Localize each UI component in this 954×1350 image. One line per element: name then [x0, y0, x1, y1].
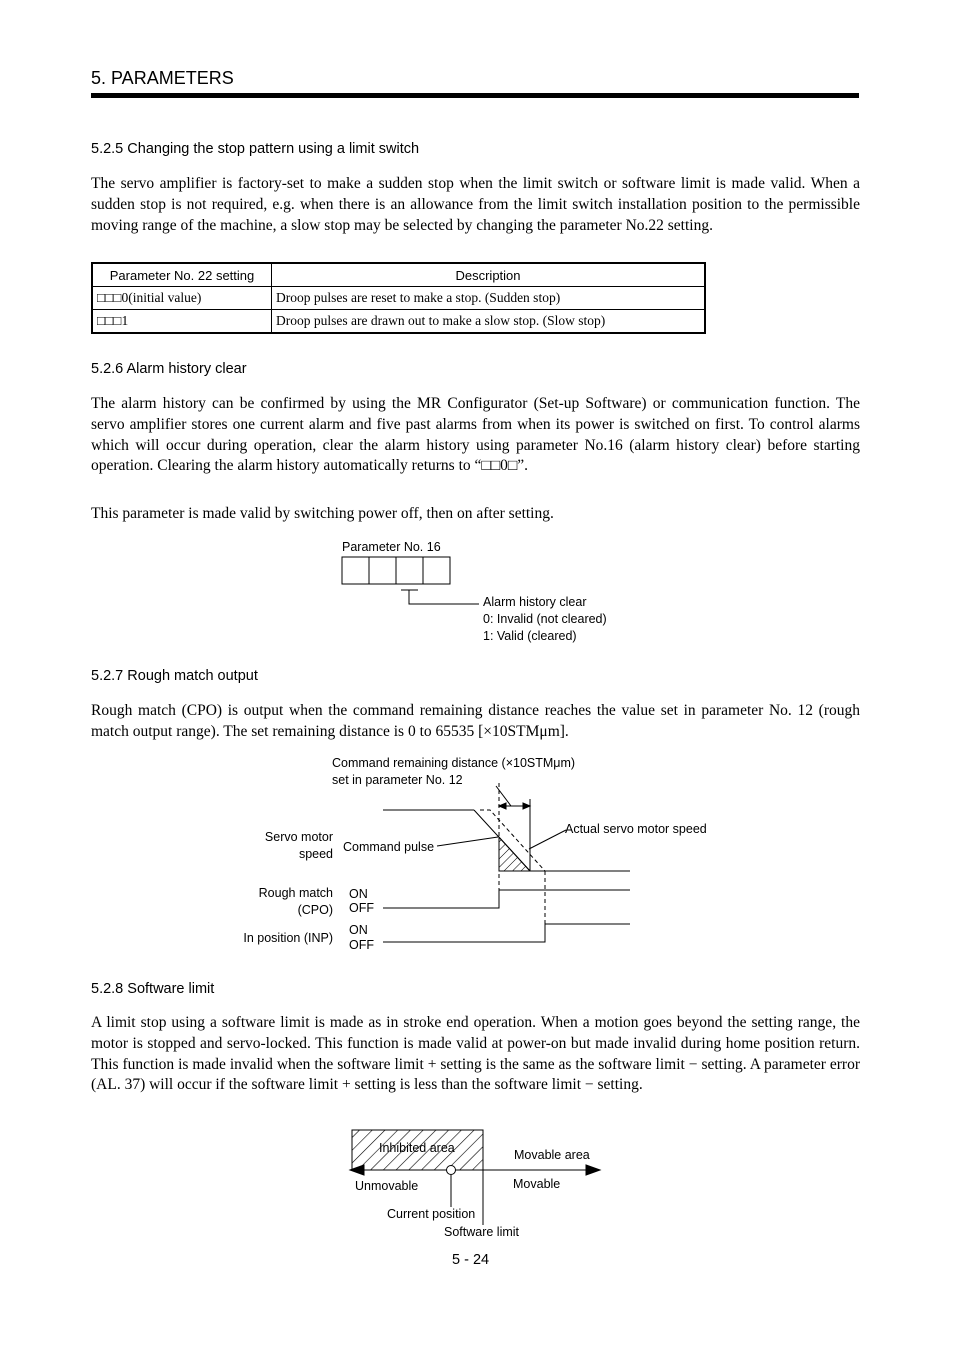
- cpo-off-label: OFF: [349, 901, 374, 915]
- page-number: 5 - 24: [452, 1252, 490, 1268]
- section-heading-rough-match: 5.2.7 Rough match output: [91, 668, 258, 684]
- unmovable-label: Unmovable: [355, 1179, 419, 1193]
- alarm-clear-leader: [401, 590, 479, 604]
- software-limit-body: A limit stop using a software limit is made as in stroke end operation. When a motion goes beyond the setting range, the motor is stopped and servo-locked. This function is made valid at power-on but made invalid during home position return. This function is made invalid when the software limit + setting is the same as the software limit − setting. A parameter error (AL. 37) will occur if the software limit + setting is less than the software limit − setting.: [91, 1014, 860, 1094]
- section-heading-alarm-history: 5.2.6 Alarm history clear: [91, 361, 247, 377]
- inp-on-label: ON: [349, 923, 368, 937]
- alarm-history-body: The alarm history can be confirmed by using the MR Configurator (Set-up Software) or communication function. The servo amplifier stores one current alarm and five past alarms from when its power is switched on first. To control alarms which will occur during operation, clear the alarm history using parameter No.16 (alarm history clear) before starting operation. Clearing the alarm history automatically returns to “□□0□”.: [91, 395, 860, 475]
- alarm-clear-line-2: 0: Invalid (not cleared): [483, 612, 607, 626]
- in-position-label: In position (INP): [243, 931, 333, 945]
- cpo-on-label: ON: [349, 887, 368, 901]
- table-header-description: Description: [272, 263, 706, 287]
- command-pulse-label: Command pulse: [343, 840, 435, 854]
- inp-off-label: OFF: [349, 938, 374, 952]
- alarm-clear-line-3: 1: Valid (cleared): [483, 629, 577, 643]
- section-heading-stop-pattern: 5.2.5 Changing the stop pattern using a limit switch: [91, 141, 420, 157]
- stop-pattern-body: The servo amplifier is factory-set to make a sudden stop when the limit switch or software limit is made valid. When a sudden stop is not required, e.g. when there is an allowance from the limit switch installation position to the permissible moving range of the machine, a slow stop may be selected by changing the parameter No.22 setting.: [91, 175, 860, 234]
- rough-match-timing-chart: [383, 783, 630, 942]
- software-limit-label: Software limit: [444, 1225, 520, 1239]
- rough-match-body: Rough match (CPO) is output when the command remaining distance reaches the value set in parameter No. 12 (rough match output range). The set remaining distance is 0 to 65535 [×10STMμm].: [91, 702, 860, 740]
- table-cell-setting: □□□0(initial value): [92, 287, 272, 310]
- rough-match-label-2: (CPO): [297, 903, 333, 917]
- current-position-label: Current position: [387, 1207, 476, 1221]
- movable-label: Movable: [513, 1177, 561, 1191]
- param-16-digit-boxes: [342, 557, 450, 584]
- servo-motor-label-1: Servo motor: [264, 830, 333, 844]
- table-cell-setting: □□□1: [92, 310, 272, 334]
- param-16-label: Parameter No. 16: [342, 540, 441, 554]
- alarm-clear-line-1: Alarm history clear: [483, 595, 587, 609]
- table-header-setting: Parameter No. 22 setting: [92, 263, 272, 287]
- movable-area-label: Movable area: [514, 1148, 590, 1162]
- command-remaining-label: Command remaining distance (×10STMμm): [332, 756, 576, 770]
- chapter-title: 5. PARAMETERS: [91, 68, 234, 88]
- rough-match-label-1: Rough match: [258, 886, 333, 900]
- servo-motor-label-2: speed: [298, 847, 333, 861]
- software-limit-diagram: [350, 1130, 600, 1225]
- table-cell-description: Droop pulses are drawn out to make a slow stop. (Slow stop): [272, 310, 706, 334]
- actual-speed-label: Actual servo motor speed: [565, 822, 707, 836]
- section-heading-software-limit: 5.2.8 Software limit: [91, 981, 215, 997]
- set-in-param-12-label: set in parameter No. 12: [332, 773, 463, 787]
- table-cell-description: Droop pulses are reset to make a stop. (Sudden stop): [272, 287, 706, 310]
- alarm-history-note: This parameter is made valid by switching power off, then on after setting.: [91, 505, 554, 522]
